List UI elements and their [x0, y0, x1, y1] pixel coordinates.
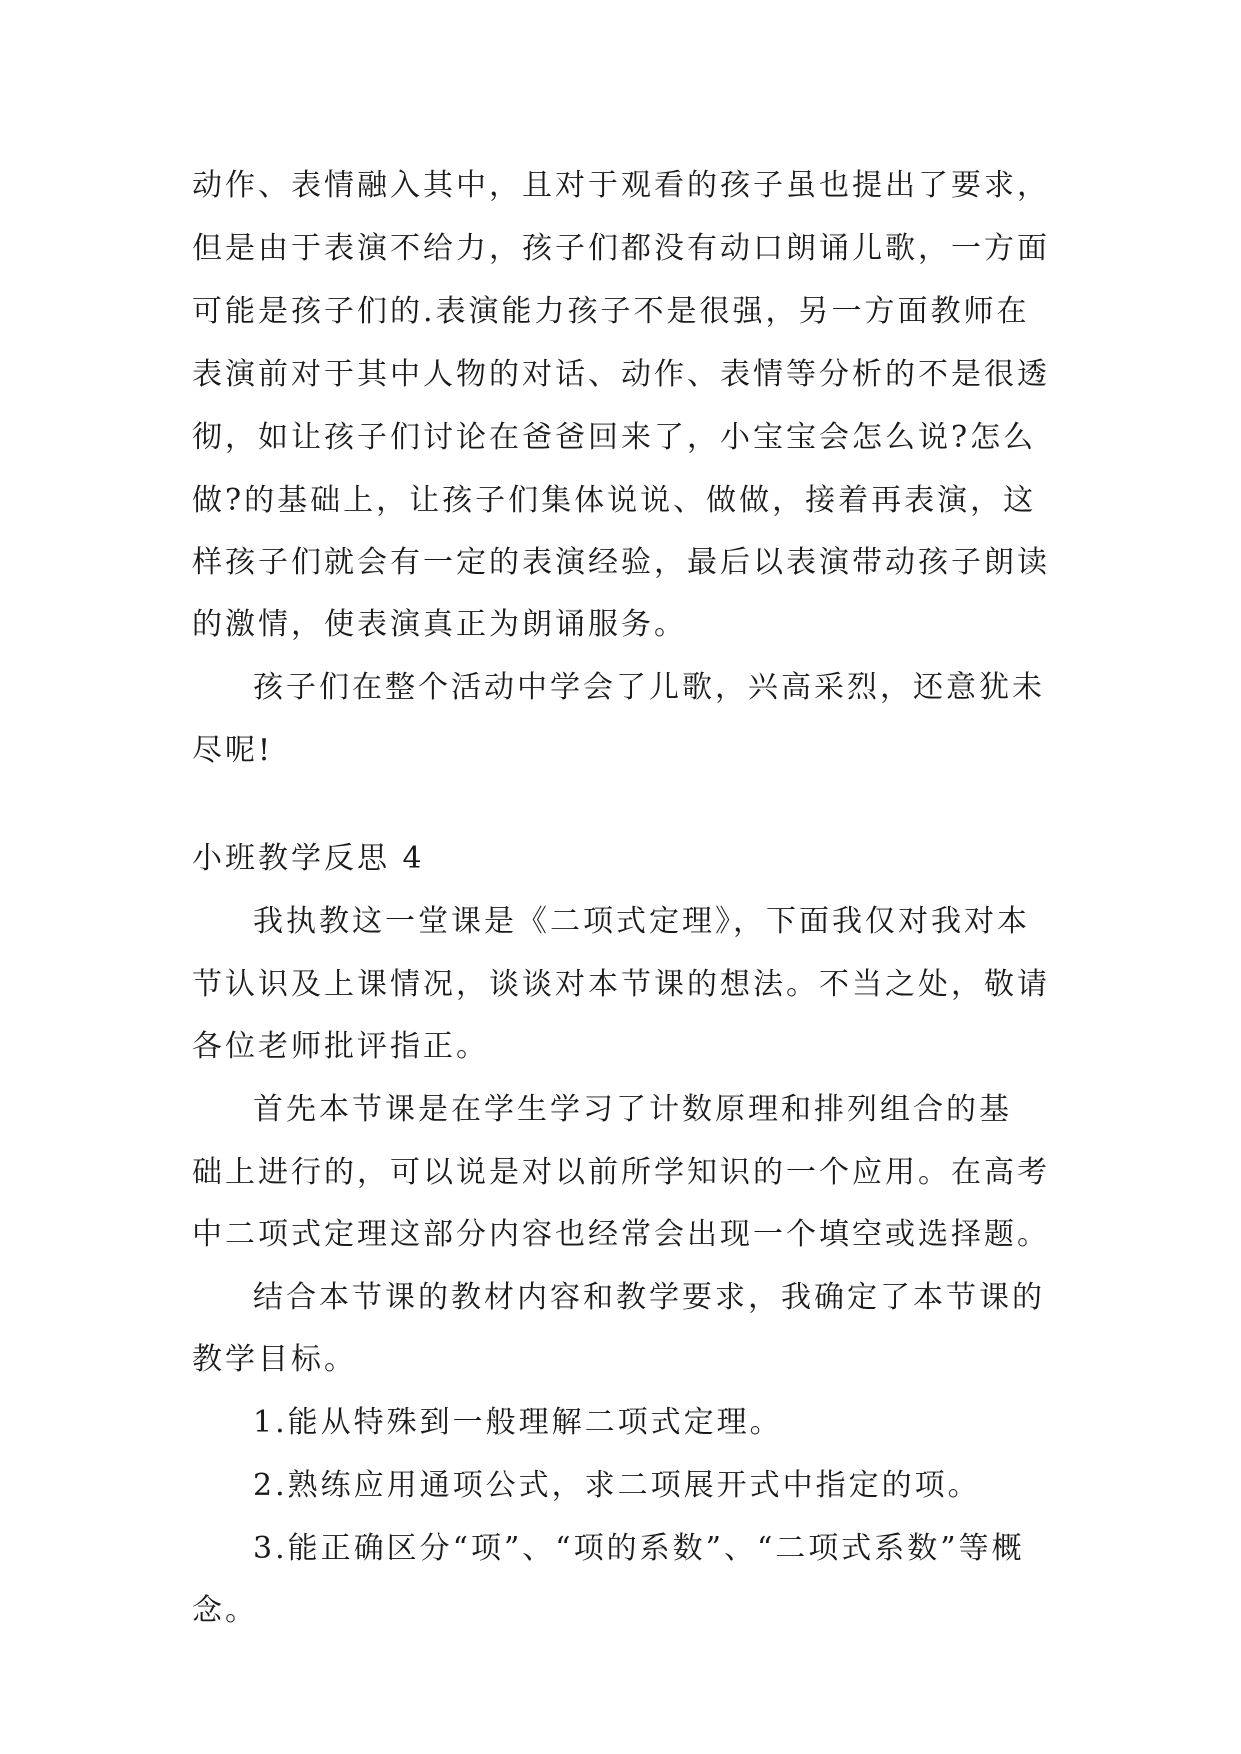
list-item: 1.能从特殊到一般理解二项式定理。 — [253, 1405, 783, 1440]
paragraph-line: 可能是孩子们的.表演能力孩子不是很强，另一方面教师在 — [192, 294, 1030, 329]
paragraph-line: 节认识及上课情况，谈谈对本节课的想法。不当之处，敬请 — [192, 967, 1050, 1002]
paragraph-line: 础上进行的，可以说是对以前所学知识的一个应用。在高考 — [192, 1155, 1050, 1190]
paragraph-line: 表演前对于其中人物的对话、动作、表情等分析的不是很透 — [192, 357, 1050, 392]
paragraph-line: 做?的基础上，让孩子们集体说说、做做，接着再表演，这 — [192, 483, 1037, 518]
list-item: 2.熟练应用通项公式，求二项展开式中指定的项。 — [253, 1468, 981, 1503]
paragraph-line: 中二项式定理这部分内容也经常会出现一个填空或选择题。 — [192, 1217, 1050, 1252]
paragraph-line: 各位老师批评指正。 — [192, 1029, 489, 1064]
paragraph-line: 孩子们在整个活动中学会了儿歌，兴高采烈，还意犹未 — [253, 670, 1045, 705]
paragraph-line: 彻，如让孩子们讨论在爸爸回来了，小宝宝会怎么说?怎么 — [192, 420, 1037, 455]
paragraph-line: 样孩子们就会有一定的表演经验，最后以表演带动孩子朗读 — [192, 545, 1050, 580]
paragraph-line: 但是由于表演不给力，孩子们都没有动口朗诵儿歌，一方面 — [192, 231, 1050, 266]
paragraph-line: 结合本节课的教材内容和教学要求，我确定了本节课的 — [253, 1280, 1045, 1315]
paragraph-line: 念。 — [192, 1593, 258, 1628]
section-heading: 小班教学反思 4 — [192, 841, 425, 876]
paragraph-line: 尽呢! — [192, 733, 274, 768]
paragraph-line: 教学目标。 — [192, 1342, 357, 1377]
paragraph-line: 的激情，使表演真正为朗诵服务。 — [192, 607, 687, 642]
paragraph-line: 动作、表情融入其中，且对于观看的孩子虽也提出了要求， — [192, 168, 1050, 203]
list-item: 3.能正确区分“项”、“项的系数”、“二项式系数”等概 — [253, 1531, 1025, 1566]
paragraph-line: 首先本节课是在学生学习了计数原理和排列组合的基 — [253, 1092, 1012, 1127]
paragraph-line: 我执教这一堂课是《二项式定理》，下面我仅对我对本 — [253, 904, 1030, 939]
